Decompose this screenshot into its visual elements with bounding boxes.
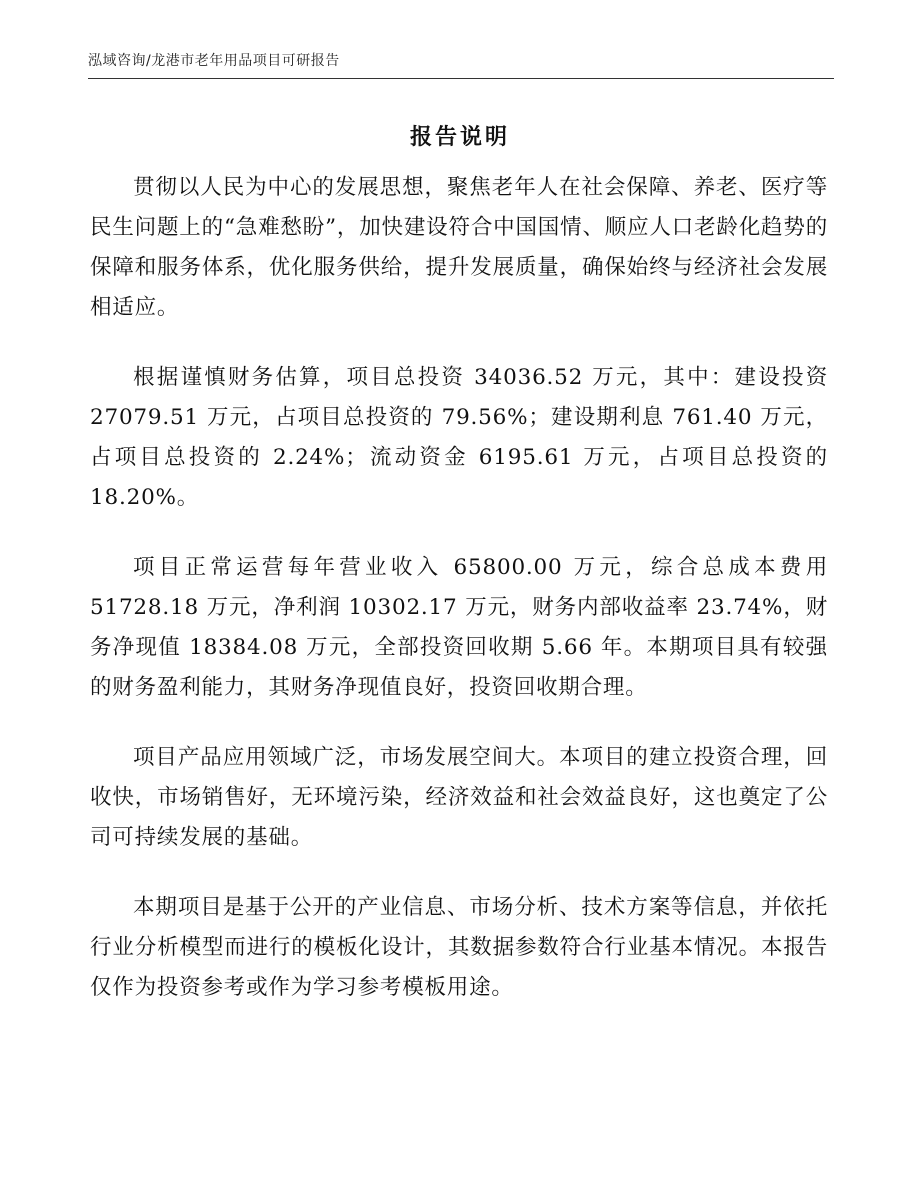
paragraph-disclaimer: 本期项目是基于公开的产业信息、市场分析、技术方案等信息，并依托行业分析模型而进行的模板化设计，其数据参数符合行业基本情况。本报告仅作为投资参考或作为学习参考模板用途。 [90, 895, 828, 1000]
report-body [90, 168, 828, 1038]
paragraph-financials: 项目正常运营每年营业收入 65800.00 万元，综合总成本费用 51728.18 万元，净利润 10302.17 万元，财务内部收益率 23.74%，财务净现值 18384.08 万元，全部投资回收期 5.66 年。本期项目具有较强的财务盈利能力，其财务净现值良好，投资回收期合理。 [90, 555, 828, 700]
paragraph-market: 项目产品应用领域广泛，市场发展空间大。本项目的建立投资合理，回收快，市场销售好，无环境污染，经济效益和社会效益良好，这也奠定了公司可持续发展的基础。 [90, 745, 828, 850]
page-title: 报告说明 [409, 125, 510, 150]
paragraph-policy: 贯彻以人民为中心的发展思想，聚焦老年人在社会保障、养老、医疗等民生问题上的“急难愁盼”，加快建设符合中国国情、顺应人口老龄化趋势的保障和服务体系，优化服务供给，提升发展质量，确保始终与经济社会发展相适应。 [90, 175, 828, 320]
header-divider [88, 78, 834, 79]
paragraph-investment: 根据谨慎财务估算，项目总投资 34036.52 万元，其中：建设投资 27079.51 万元，占项目总投资的 79.56%；建设期利息 761.40 万元，占项目总投资的 2.24%；流动资金 6195.61 万元，占项目总投资的 18.20%。 [90, 365, 828, 510]
running-header: 泓域咨询/龙港市老年用品项目可研报告 [88, 53, 340, 69]
